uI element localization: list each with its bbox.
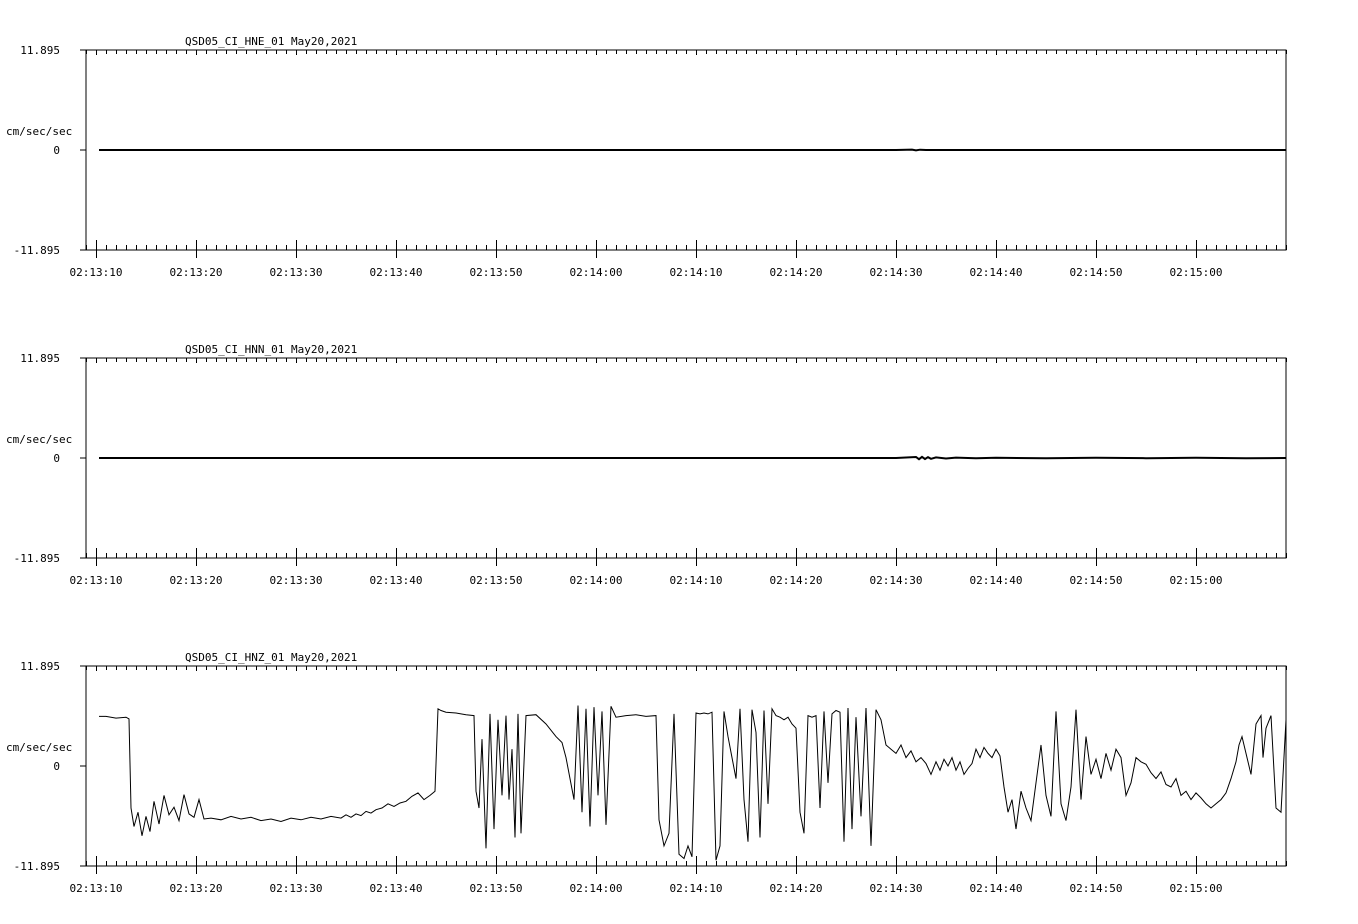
waveform-trace [99,150,1286,151]
x-tick-label: 02:15:00 [1169,266,1223,279]
x-tick-label: 02:14:50 [1069,882,1123,895]
y-axis-label: cm/sec/sec [6,125,73,138]
x-tick-label: 02:13:20 [169,882,223,895]
x-tick-label: 02:14:50 [1069,574,1123,587]
y-tick-zero: 0 [53,760,60,773]
panel-1 [6,35,1287,279]
x-tick-label: 02:14:10 [669,574,723,587]
y-tick-min: -11.895 [13,860,60,873]
x-tick-label: 02:13:50 [469,266,523,279]
y-axis-label: cm/sec/sec [6,433,73,446]
y-axis-label: cm/sec/sec [6,741,73,754]
x-tick-label: 02:13:10 [69,574,123,587]
y-tick-zero: 0 [53,144,60,157]
y-tick-max: 11.895 [20,660,60,673]
y-tick-min: -11.895 [13,552,60,565]
x-tick-label: 02:14:50 [1069,266,1123,279]
x-tick-label: 02:14:20 [769,266,823,279]
x-tick-label: 02:14:40 [969,882,1023,895]
x-tick-label: 02:13:10 [69,882,123,895]
x-tick-label: 02:15:00 [1169,574,1223,587]
x-tick-label: 02:13:40 [369,574,423,587]
x-tick-label: 02:14:40 [969,266,1023,279]
y-tick-max: 11.895 [20,352,60,365]
panel-title: QSD05_CI_HNN_01 May20,2021 [185,343,358,356]
x-tick-label: 02:14:20 [769,574,823,587]
x-tick-label: 02:15:00 [1169,882,1223,895]
x-tick-label: 02:13:50 [469,574,523,587]
x-tick-label: 02:14:10 [669,266,723,279]
x-tick-label: 02:14:10 [669,882,723,895]
x-tick-label: 02:14:30 [869,882,923,895]
x-tick-label: 02:13:50 [469,882,523,895]
x-tick-label: 02:14:30 [869,574,923,587]
y-tick-zero: 0 [53,452,60,465]
x-tick-label: 02:13:30 [269,882,323,895]
x-tick-label: 02:14:00 [569,574,623,587]
panel-3 [6,651,1287,895]
x-tick-label: 02:13:30 [269,574,323,587]
waveform-trace [99,706,1286,861]
y-tick-min: -11.895 [13,244,60,257]
x-tick-label: 02:13:30 [269,266,323,279]
x-tick-label: 02:13:40 [369,882,423,895]
x-tick-label: 02:13:20 [169,266,223,279]
waveform-trace [99,457,1286,459]
x-tick-label: 02:14:40 [969,574,1023,587]
x-tick-label: 02:14:20 [769,882,823,895]
panel-2 [6,343,1287,587]
x-tick-label: 02:14:00 [569,266,623,279]
panel-title: QSD05_CI_HNZ_01 May20,2021 [185,651,358,664]
x-tick-label: 02:14:00 [569,882,623,895]
x-tick-label: 02:13:40 [369,266,423,279]
y-tick-max: 11.895 [20,44,60,57]
x-tick-label: 02:13:10 [69,266,123,279]
x-tick-label: 02:13:20 [169,574,223,587]
panel-title: QSD05_CI_HNE_01 May20,2021 [185,35,358,48]
x-tick-label: 02:14:30 [869,266,923,279]
plot-frame [86,666,1286,866]
